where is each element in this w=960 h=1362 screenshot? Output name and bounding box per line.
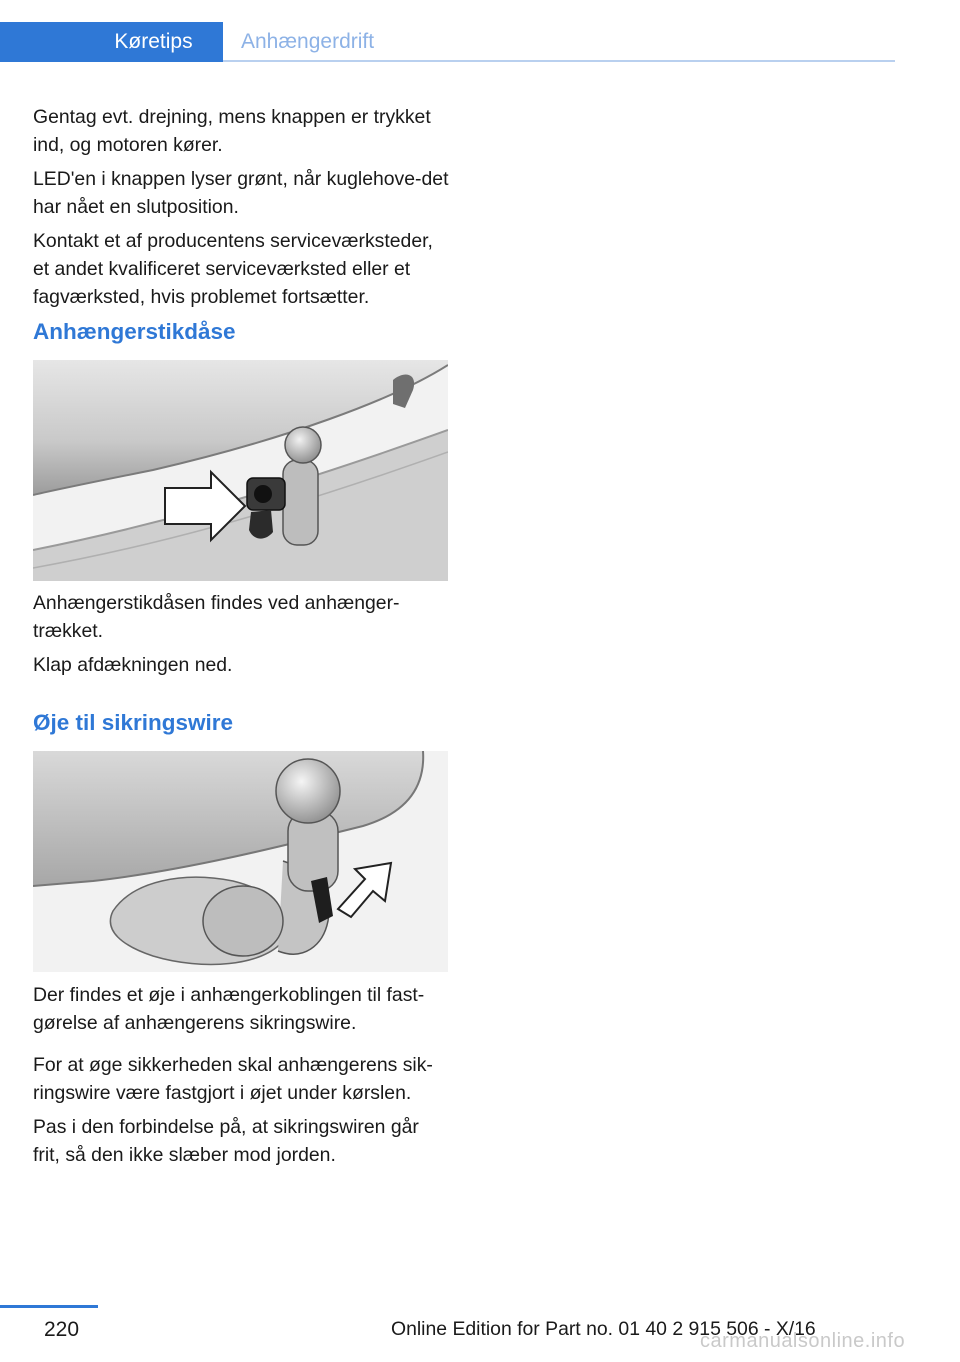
edition-info: Online Edition for Part no. 01 40 2 915 506 - X/16 [391, 1318, 816, 1340]
watermark: carmanualsonline.info [700, 1330, 906, 1352]
section2-text [33, 981, 451, 1169]
paragraph: Klap afdækningen ned. [33, 654, 233, 676]
paragraph: Der findes et øje i anhængerkoblingen til fast‐gørelse af anhængerens sikringswire. [33, 984, 425, 1034]
paragraph: Pas i den forbindelse på, at sikringswiren går frit, så den ikke slæber mod jorden. [33, 1116, 419, 1166]
tab-koeretips[interactable]: Køretips [0, 22, 223, 62]
page-number: 220 [44, 1318, 80, 1341]
figure-safety-wire-eye [33, 751, 448, 972]
paragraph: Kontakt et af producentens serviceværksteder, et andet kvalificeret serviceværksted eller et fagværksted, hvis problemet fortsætter. [33, 230, 433, 308]
footer-accent-line [0, 1305, 98, 1308]
paragraph: For at øge sikkerheden skal anhængerens sik‐ringswire være fastgjort i øjet under kørslen. [33, 1054, 433, 1104]
section-title-oeje-til-sikringswire: Øje til sikringswire [33, 710, 234, 735]
intro-text [33, 103, 451, 311]
section1-text [33, 589, 451, 679]
paragraph: Anhængerstikdåsen findes ved anhænger‐trækket. [33, 592, 400, 642]
tab-anhaengerdrift[interactable]: Anhængerdrift [241, 30, 375, 53]
paragraph: LED'en i knappen lyser grønt, når kuglehove‐det har nået en slutposition. [33, 168, 449, 218]
header-bar [0, 0, 895, 62]
header-divider [223, 60, 895, 62]
paragraph: Gentag evt. drejning, mens knappen er trykket ind, og motoren kører. [33, 106, 431, 156]
section-title-anhaengerstikdaase: Anhængerstikdåse [33, 319, 236, 344]
figure-trailer-socket [33, 360, 448, 581]
